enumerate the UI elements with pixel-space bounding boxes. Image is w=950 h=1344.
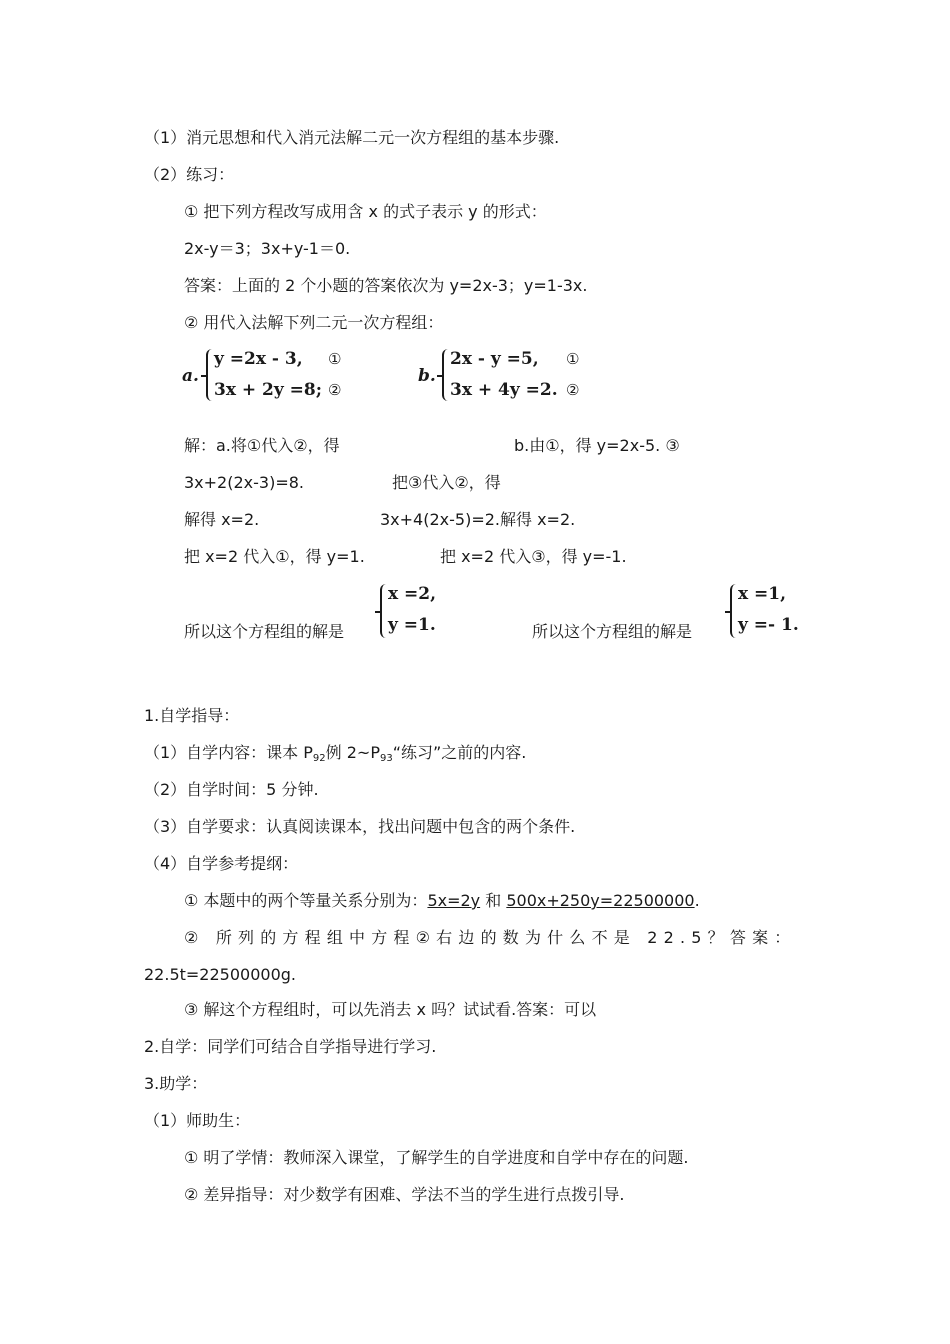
system-a-brace xyxy=(206,349,214,401)
solution-b-line-2: 把③代入②，得 xyxy=(392,473,501,492)
solution-a-line-3: 解得 x=2. xyxy=(184,510,260,529)
self-study-time: （2）自学时间：5 分钟. xyxy=(144,780,319,799)
solution-a-value-1: x =2, xyxy=(388,584,437,604)
solution-a-line-4: 把 x=2 代入①，得 y=1. xyxy=(184,547,365,566)
line-5: 答案：上面的 2 个小题的答案依次为 y=2x-3；y=1-3x. xyxy=(184,276,588,295)
solution-a-conclusion: 所以这个方程组的解是 xyxy=(184,622,345,641)
system-b-marker-2: ② xyxy=(566,381,580,399)
outline-item-2-answer: 22.5t=22500000g. xyxy=(144,965,296,984)
item-1-and: 和 xyxy=(480,891,507,910)
content-mid: 例 2~P xyxy=(325,743,380,762)
system-a-eq1: y =2x - 3, xyxy=(214,349,303,369)
solution-b-line-4: 把 x=2 代入③，得 y=-1. xyxy=(440,547,627,566)
item-1-prefix: ① 本题中的两个等量关系分别为： xyxy=(184,891,428,910)
solution-a-line-1: 解：a.将①代入②，得 xyxy=(184,436,340,455)
outline-item-1 xyxy=(184,891,700,911)
system-a-marker-1: ① xyxy=(328,350,342,368)
system-b-label: b. xyxy=(418,366,436,386)
solution-b-value-1: x =1, xyxy=(738,584,787,604)
system-b-eq1: 2x - y =5, xyxy=(450,349,539,369)
heading-self-study-guide: 1.自学指导： xyxy=(144,706,240,725)
system-a-label: a. xyxy=(182,366,199,386)
heading-self-study: 2.自学：同学们可结合自学指导进行学习. xyxy=(144,1037,437,1056)
heading-assist: 3.助学： xyxy=(144,1074,208,1093)
solution-a-brace xyxy=(380,584,388,638)
system-b-eq2: 3x + 4y =2. xyxy=(450,380,558,400)
page-92: 92 xyxy=(312,753,326,764)
solution-b-conclusion: 所以这个方程组的解是 xyxy=(532,622,693,641)
content-prefix: （1）自学内容：课本 P xyxy=(144,743,313,762)
solution-a-line-2: 3x+2(2x-3)=8. xyxy=(184,473,304,492)
solution-b-line-3: 3x+4(2x-5)=2.解得 x=2. xyxy=(380,510,576,529)
self-study-content xyxy=(144,743,526,769)
self-study-outline: （4）自学参考提纲： xyxy=(144,854,299,873)
line-4: 2x-y＝3；3x+y-1＝0. xyxy=(184,239,351,258)
outline-item-2: ② 所列的方程组中方程②右边的数为什么不是 22.5？答案： xyxy=(184,928,797,947)
content-suffix: “练习”之前的内容. xyxy=(392,743,527,762)
solution-b-value-2: y =- 1. xyxy=(738,615,799,635)
item-1-end: . xyxy=(694,891,700,910)
system-a-marker-2: ② xyxy=(328,381,342,399)
system-b-brace xyxy=(442,349,450,401)
system-b-marker-1: ① xyxy=(566,350,580,368)
line-1: （1）消元思想和代入消元法解二元一次方程组的基本步骤. xyxy=(144,128,560,147)
page-93: 93 xyxy=(379,753,393,764)
solution-a-value-2: y =1. xyxy=(388,615,436,635)
outline-item-3: ③ 解这个方程组时，可以先消去 x 吗？试试看.答案：可以 xyxy=(184,1000,597,1019)
self-study-requirement: （3）自学要求：认真阅读课本，找出问题中包含的两个条件. xyxy=(144,817,576,836)
line-3: ① 把下列方程改写成用含 x 的式子表示 y 的形式： xyxy=(184,202,547,221)
solution-b-brace xyxy=(730,584,738,638)
teacher-helps-student: （1）师助生： xyxy=(144,1111,251,1130)
relation-2: 500x+250y=22500000 xyxy=(506,891,695,910)
teacher-item-1: ① 明了学情：教师深入课堂，了解学生的自学进度和自学中存在的问题. xyxy=(184,1148,689,1167)
relation-1: 5x=2y xyxy=(427,891,481,910)
solution-b-line-1: b.由①，得 y=2x-5. ③ xyxy=(514,436,680,455)
line-6: ② 用代入法解下列二元一次方程组： xyxy=(184,313,444,332)
line-2: （2）练习： xyxy=(144,165,235,184)
teacher-item-2: ② 差异指导：对少数学有困难、学法不当的学生进行点拨引导. xyxy=(184,1185,625,1204)
system-a-eq2: 3x + 2y =8; xyxy=(214,380,323,400)
